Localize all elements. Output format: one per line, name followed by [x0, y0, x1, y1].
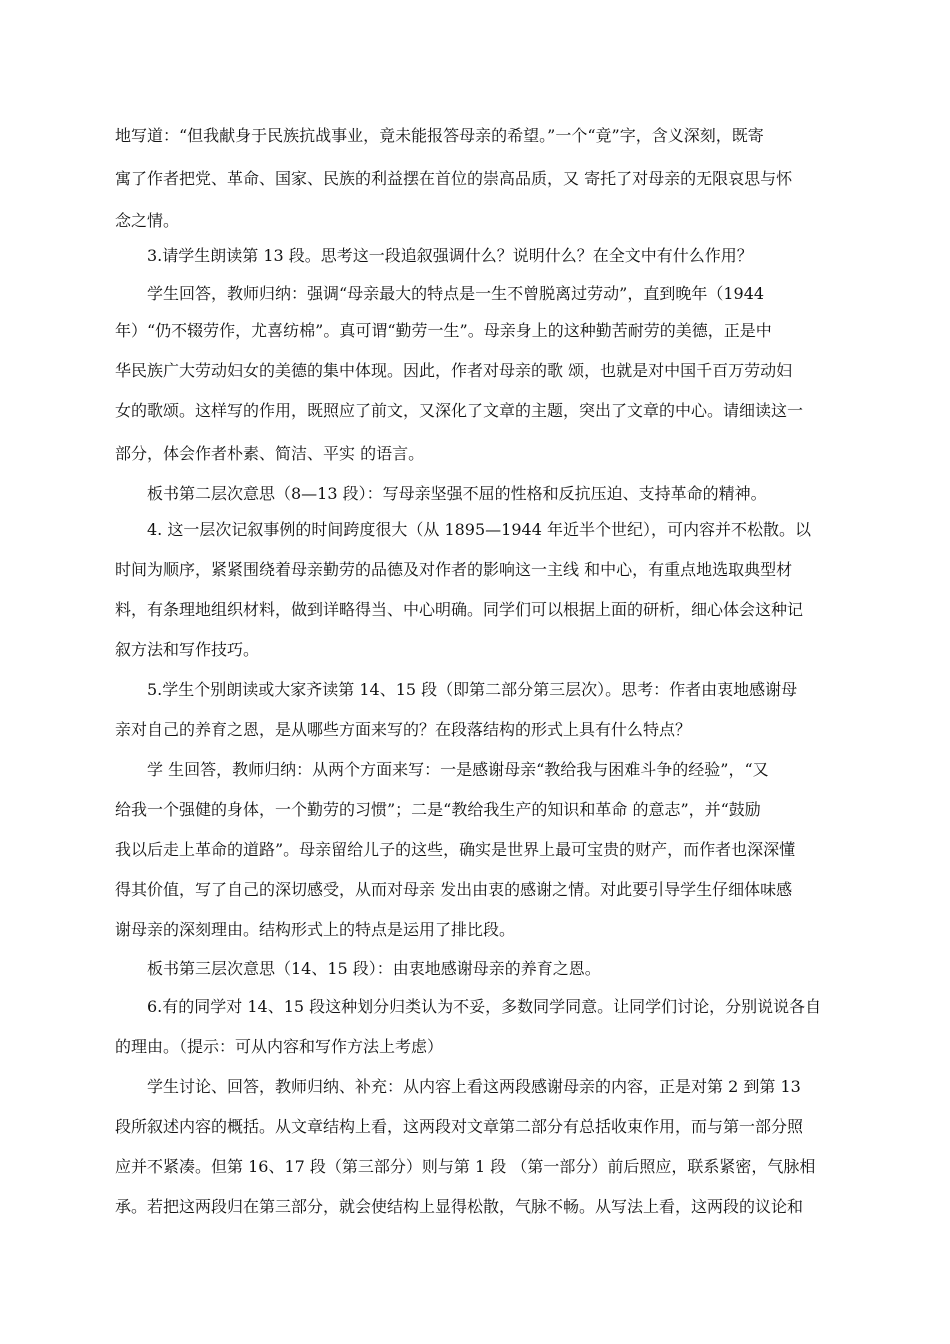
text-line: 女的歌颂。这样写的作用，既照应了前文，又深化了文章的主题，突出了文章的中心。请细读这一: [115, 401, 804, 420]
text-line: 3.请学生朗读第 13 段。思考这一段追叙强调什么？说明什么？在全文中有什么作用？: [147, 246, 753, 265]
text-line: 亲对自己的养育之恩，是从哪些方面来写的？在段落结构的形式上具有什么特点？: [115, 720, 692, 739]
text-line: 料，有条理地组织材料，做到详略得当、中心明确。同学们可以根据上面的研析，细心体会这种记: [115, 600, 804, 619]
text-line: 学生讨论、回答，教师归纳、补充：从内容上看这两段感谢母亲的内容，正是对第 2 到第 13: [147, 1077, 801, 1096]
text-line: 学 生回答，教师归纳：从两个方面来写：一是感谢母亲“教给我与困难斗争的经验”，“又: [147, 760, 769, 779]
text-line: 5.学生个别朗读或大家齐读第 14、15 段（即第二部分第三层次）。思考：作者由衷地感谢母: [147, 680, 798, 699]
text-line: 念之情。: [115, 211, 180, 230]
text-line: 板书第三层次意思（14、15 段）：由衷地感谢母亲的养育之恩。: [147, 959, 601, 978]
text-line: 我以后走上革命的道路”。母亲留给儿子的这些，确实是世界上最可宝贵的财产，而作者也深深懂: [115, 840, 796, 859]
text-line: 学生回答，教师归纳：强调“母亲最大的特点是一生不曾脱离过劳动”，直到晚年（1944: [147, 284, 765, 303]
text-line: 时间为顺序，紧紧围绕着母亲勤劳的品德及对作者的影响这一主线 和中心，有重点地选取典型材: [115, 560, 793, 579]
text-line: 给我一个强健的身体，一个勤劳的习惯”；二是“教给我生产的知识和革命 的意志”，并“鼓励: [115, 800, 761, 819]
text-line: 寓了作者把党、革命、国家、民族的利益摆在首位的崇高品质，又 寄托了对母亲的无限哀思与怀: [115, 169, 793, 188]
text-line: 应并不紧凑。但第 16、17 段（第三部分）则与第 1 段 （第一部分）前后照应，联系紧密，气脉相: [115, 1157, 816, 1176]
text-line: 年）“仍不辍劳作，尤喜纺棉”。真可谓“勤劳一生”。母亲身上的这种勤苦耐劳的美德，正是中: [115, 321, 772, 340]
text-line: 叙方法和写作技巧。: [115, 640, 260, 659]
text-line: 得其价值，写了自己的深切感受，从而对母亲 发出由衷的感谢之情。对此要引导学生仔细体味感: [115, 880, 793, 899]
text-line: 6.有的同学对 14、15 段这种划分归类认为不妥，多数同学同意。让同学们讨论，分别说说各自: [147, 997, 822, 1016]
text-line: 部分，体会作者朴素、简洁、平实 的语言。: [115, 444, 425, 463]
text-line: 段所叙述内容的概括。从文章结构上看，这两段对文章第二部分有总括收束作用，而与第一部分照: [115, 1117, 804, 1136]
text-line: 的理由。（提示：可从内容和写作方法上考虑）: [115, 1037, 444, 1056]
text-line: 板书第二层次意思（8—13 段）：写母亲坚强不屈的性格和反抗压迫、支持革命的精神。: [147, 484, 767, 503]
text-line: 4. 这一层次记叙事例的时间跨度很大（从 1895—1944 年近半个世纪），可内容并不松散。以: [147, 520, 811, 539]
text-line: 华民族广大劳动妇女的美德的集中体现。因此，作者对母亲的歌 颂，也就是对中国千百万劳动妇: [115, 361, 793, 380]
text-line: 谢母亲的深刻理由。结构形式上的特点是运用了排比段。: [115, 920, 516, 939]
text-line: 承。若把这两段归在第三部分，就会使结构上显得松散，气脉不畅。从写法上看，这两段的议论和: [115, 1197, 804, 1216]
text-line: 地写道：“但我献身于民族抗战事业，竟未能报答母亲的希望。”一个“竟”字，含义深刻，既寄: [115, 126, 764, 145]
